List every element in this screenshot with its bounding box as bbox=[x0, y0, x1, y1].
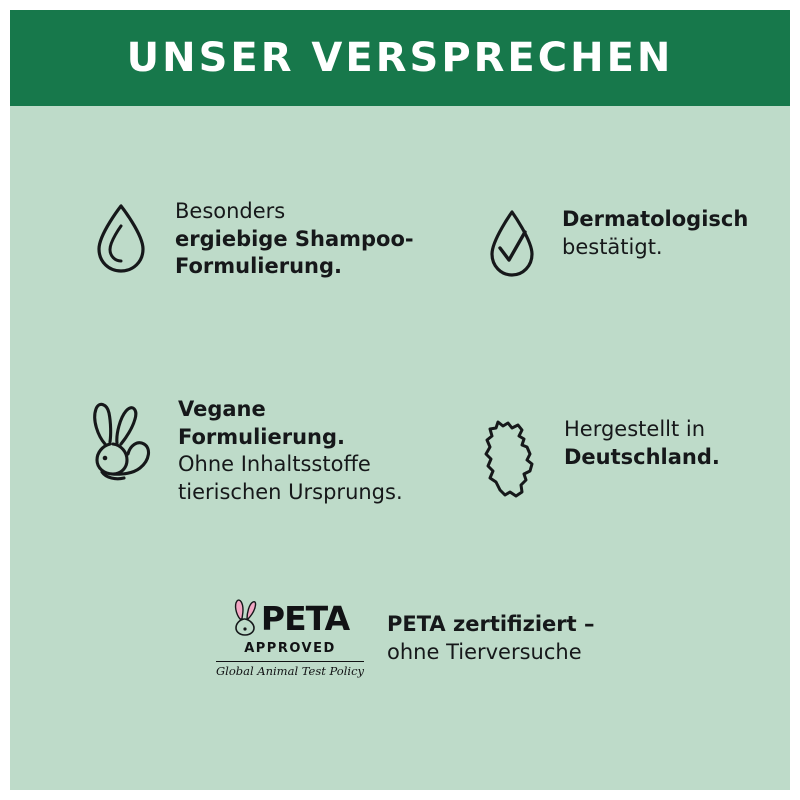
droplet-check-icon bbox=[480, 206, 544, 282]
feature-line-3: tierischen Ursprungs. bbox=[178, 480, 403, 505]
feature-text bbox=[564, 416, 720, 471]
peta-wordmark: PETA bbox=[260, 598, 350, 638]
peta-certification bbox=[215, 598, 645, 678]
peta-logo-top bbox=[215, 598, 365, 638]
feature-line-2: Ohne Inhaltsstoffe bbox=[178, 452, 371, 477]
feature-item-dermatologisch-bestaetigt bbox=[480, 206, 780, 282]
page-title: UNSER VERSPRECHEN bbox=[126, 35, 674, 81]
feature-item-hergestellt-in-deutschland bbox=[472, 416, 772, 502]
germany-map-icon bbox=[472, 416, 546, 502]
feature-line-2: bestätigt. bbox=[562, 234, 663, 259]
feature-text bbox=[178, 396, 432, 507]
feature-line-1: Besonders bbox=[175, 199, 286, 223]
features-grid bbox=[10, 106, 790, 576]
peta-bunny-icon bbox=[231, 599, 261, 637]
droplet-icon bbox=[85, 198, 157, 278]
peta-line-1: PETA zertifiziert – bbox=[387, 611, 595, 636]
feature-line-1: Vegane Formulierung. bbox=[178, 397, 346, 449]
peta-approved-label: APPROVED bbox=[244, 641, 336, 656]
feature-line-2: ergiebige Shampoo- bbox=[175, 226, 414, 251]
feature-line-3: Formulierung. bbox=[175, 254, 343, 279]
feature-line-1: Dermatologisch bbox=[562, 207, 749, 231]
feature-item-ergiebige-formulierung bbox=[85, 198, 415, 281]
feature-text bbox=[562, 206, 748, 261]
peta-text bbox=[387, 610, 595, 667]
peta-line-2: ohne Tierversuche bbox=[387, 640, 582, 664]
header-bar bbox=[10, 10, 790, 106]
poster-card bbox=[10, 10, 790, 790]
feature-line-1: Hergestellt in bbox=[564, 417, 706, 441]
feature-text bbox=[175, 198, 414, 281]
peta-approved-logo bbox=[215, 598, 365, 678]
feature-item-vegane-formulierung bbox=[72, 396, 432, 507]
rabbit-icon bbox=[72, 396, 160, 488]
peta-policy-label: Global Animal Test Policy bbox=[216, 661, 364, 678]
feature-line-2: Deutschland. bbox=[564, 444, 720, 469]
